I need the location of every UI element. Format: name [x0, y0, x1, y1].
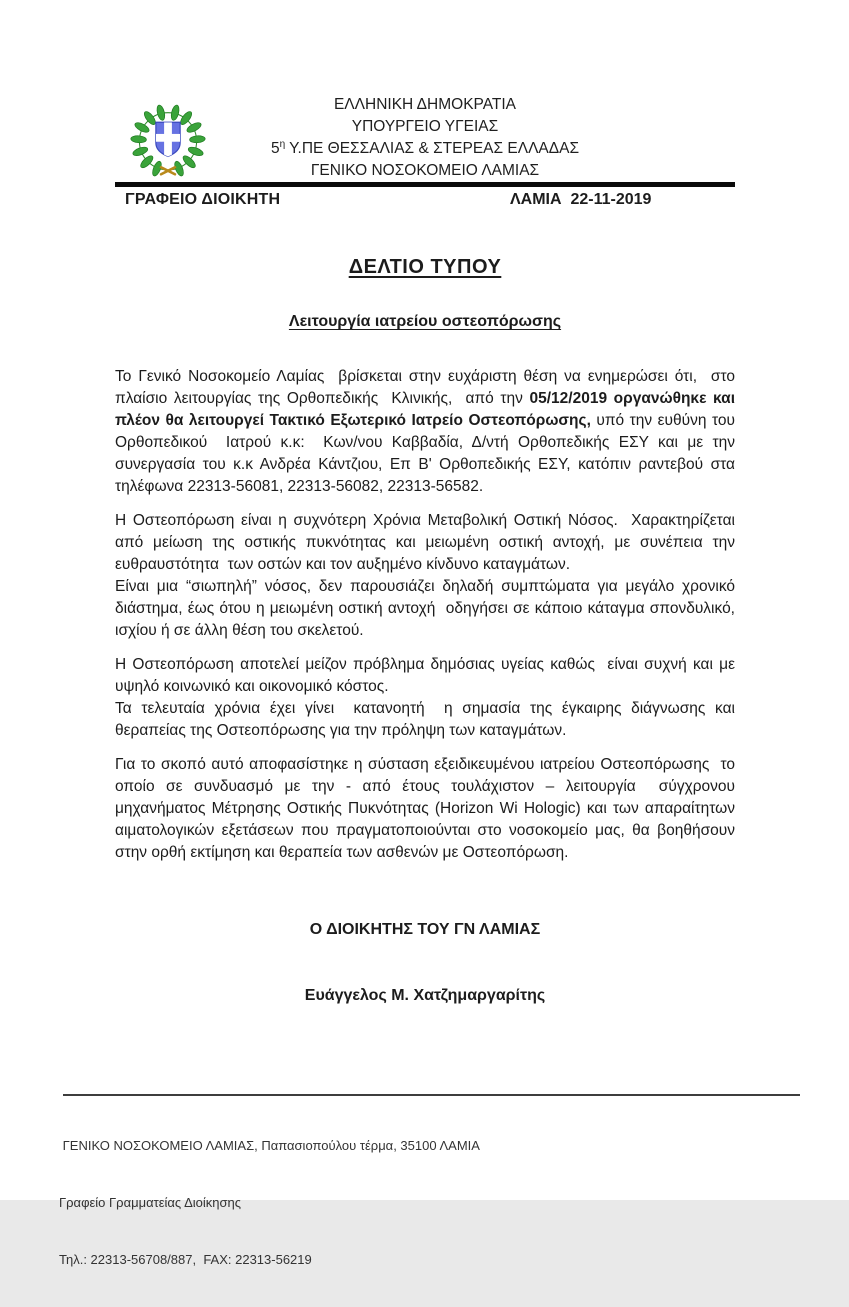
document-title: ΔΕΛΤΙΟ ΤΥΠΟΥ	[348, 256, 502, 278]
paragraph-2b: Είναι μια “σιωπηλή” νόσος, δεν παρουσιάζει δηλαδή συμπτώματα για μεγάλο χρονικό διάστημα, έως ότου η μειωμένη οστική αντοχή οδηγήσει σε κάποιο κάταγμα σπονδυλικό, ισχίου ή σε άλλη θέση του σκελετού.	[115, 578, 740, 639]
office-label: ΓΡΑΦΕΙΟ ΔΙΟΙΚΗΤΗ	[125, 191, 281, 208]
paragraph-4: Για το σκοπό αυτό αποφασίστηκε η σύσταση εξειδικευμένου ιατρείου Οστεοπόρωσης το οποίο σε συνδυασμό με την - από έτους τουλάχιστον – λειτουργία σύγχρονου μηχανήματος Μέτρησης Οστικής Πυκνότητας (Horizon Wi Hologic) και των απαραίτητων αιματολογικών εξετάσεων που πραγματοποιούνται στο νοσοκομείο μας, θα βοηθήσουν στην ορθή εκτίμηση και θεραπεία των ασθενών με Οστεοπόρωση.	[115, 756, 740, 861]
paragraph-1-lead: Το Γενικό Νοσοκομείο Λαμίας βρίσκεται στην ευχάριστη θέση να ενημερώσει ότι, στο πλαίσιο λειτουργίας της Ορθοπεδικής Κλινικής, από την	[115, 368, 740, 407]
paragraph-2a: Η Οστεοπόρωση είναι η συχνότερη Χρόνια Μεταβολική Οστική Νόσος. Χαρακτηρίζεται από μείωση της οστικής πυκνότητας και μειωμένη οστική αντοχή, με συνέπεια την ευθραυστότητα των οστών και τον αυξημένο κίνδυνο καταγμάτων.	[115, 512, 740, 573]
paragraph-2	[115, 510, 740, 642]
paragraph-3b: Τα τελευταία χρόνια έχει γίνει κατανοητή η σημασία της έγκαιρης διάγνωσης και θεραπείας της Οστεοπόρωσης για την πρόληψη των καταγμάτων.	[115, 700, 740, 739]
body-text	[115, 366, 740, 876]
paragraph-1	[115, 366, 740, 498]
letterhead-line-ministry: ΥΠΟΥΡΓΕΙΟ ΥΓΕΙΑΣ	[351, 118, 499, 135]
letterhead-line-republic: ΕΛΛΗΝΙΚΗ ΔΗΜΟΚΡΑΤΙΑ	[333, 96, 517, 113]
paragraph-1-tail: υπό την ευθύνη του Ορθοπεδικού Ιατρού κ.κ: Κων/νου Καββαδία, Δ/ντή Ορθοπεδικής ΕΣΥ και με την συνεργασία του κ.κ Ανδρέα Κάντζιου, Επ Β' Ορθοπεδικής ΕΣΥ, κατόπιν ραντεβού στα τηλέφωνα 22313-56081, 22313-56082, 22313-56582.	[115, 412, 740, 495]
signature-role: Ο ΔΙΟΙΚΗΤΗΣ ΤΟΥ ΓΝ ΛΑΜΙΑΣ	[309, 921, 541, 938]
place-date: ΛΑΜΙΑ 22-11-2019	[510, 191, 652, 208]
footer-phone-fax: Τηλ.: 22313-56708/887, FAX: 22313-56219	[59, 1252, 312, 1267]
header-divider	[115, 182, 735, 187]
letterhead-line-hospital: ΓΕΝΙΚΟ ΝΟΣΟΚΟΜΕΙΟ ΛΑΜΙΑΣ	[310, 162, 540, 179]
footer-office: Γραφείο Γραμματείας Διοίκησης	[59, 1195, 242, 1210]
footer	[59, 1098, 759, 1307]
letterhead	[115, 94, 735, 182]
footer-address: ΓΕΝΙΚΟ ΝΟΣΟΚΟΜΕΙΟ ΛΑΜΙΑΣ, Παπασιοπούλου τέρμα, 35100 ΛΑΜΙΑ	[59, 1138, 480, 1153]
ordinal-superscript: η	[279, 138, 286, 150]
paragraph-3	[115, 654, 740, 742]
paragraph-3a: Η Οστεοπόρωση αποτελεί μείζον πρόβλημα δημόσιας υγείας καθώς είναι συχνή και με υψηλό κοινωνικό και οικονομικό κόστος.	[115, 656, 740, 695]
letterhead-line-region: $5^\eta$ Υ.ΠΕ ΘΕΣΣΑΛΙΑΣ & ΣΤΕΡΕΑΣ ΕΛΛΑΔΑΣ	[270, 138, 580, 157]
paragraph-1-bold: 05/12/2019 οργανώθηκε και πλέον θα λειτουργεί Τακτικό Εξωτερικό Ιατρείο Οστεοπόρωσης,	[115, 390, 740, 429]
footer-divider	[63, 1094, 800, 1096]
signature-name: Ευάγγελος Μ. Χατζημαργαρίτης	[304, 987, 546, 1004]
document-subtitle: Λειτουργία ιατρείου οστεοπόρωσης	[288, 313, 562, 330]
